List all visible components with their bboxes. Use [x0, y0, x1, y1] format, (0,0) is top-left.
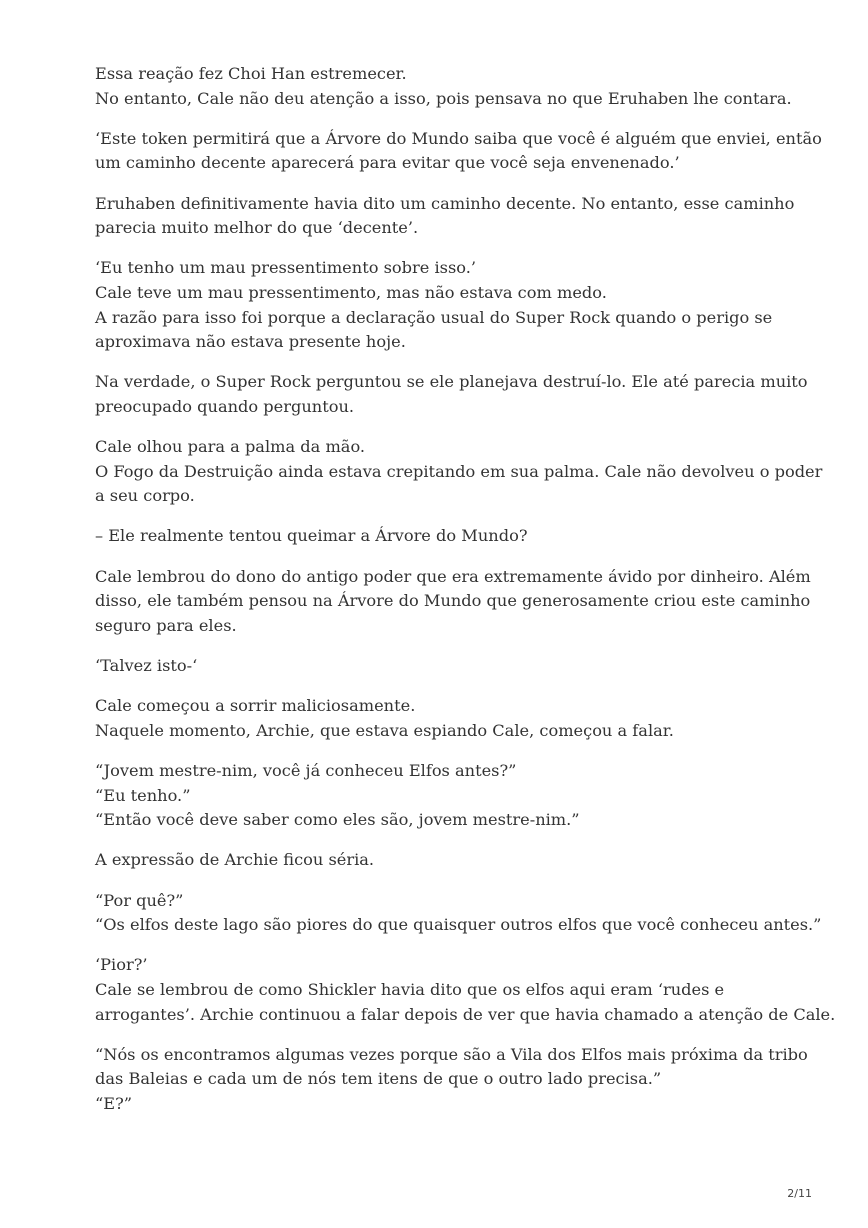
text-line: No entanto, Cale não deu atenção a isso, pois pensava no que Eruhaben lhe contara.: [95, 88, 792, 108]
text-line: “Eu tenho.”: [95, 785, 191, 805]
text-line: Cale lembrou do dono do antigo poder que era extremamente ávido por dinheiro. Além: [95, 566, 811, 586]
paragraph: [95, 759, 795, 833]
text-line: A expressão de Archie ficou séria.: [95, 850, 375, 870]
text-line: Cale se lembrou de como Shickler havia dito que os elfos aqui eram ‘rudes e: [95, 979, 725, 999]
text-line: um caminho decente aparecerá para evitar que você seja envenenado.’: [95, 153, 680, 173]
paragraph: [95, 565, 811, 639]
paragraph: [95, 435, 823, 509]
text-line: Cale começou a sorrir maliciosamente.: [95, 696, 416, 716]
text-line: ‘Pior?’: [95, 955, 148, 975]
paragraph: [95, 889, 822, 938]
paragraph: [95, 256, 795, 354]
text-line: – Ele realmente tentou queimar a Árvore do Mundo?: [95, 526, 528, 546]
text-line: das Baleias e cada um de nós tem itens de que o outro lado precisa.”: [95, 1069, 662, 1089]
text-line: arrogantes’. Archie continuou a falar depois de ver que havia chamado a atenção de Cale.: [95, 1004, 836, 1024]
paragraph: [95, 953, 836, 1027]
paragraph: [95, 62, 795, 111]
text-line: aproximava não estava presente hoje.: [95, 332, 406, 352]
paragraph: [95, 127, 822, 176]
text-line: a seu corpo.: [95, 486, 195, 506]
text-line: ‘Este token permitirá que a Árvore do Mundo saiba que você é alguém que enviei, então: [95, 128, 822, 148]
paragraph: [95, 192, 795, 241]
text-line: ‘Talvez isto-‘: [95, 656, 198, 676]
text-line: Essa reação fez Choi Han estremecer.: [95, 64, 407, 83]
text-line: ‘Eu tenho um mau pressentimento sobre isso.’: [95, 258, 477, 278]
paragraph: [95, 370, 808, 419]
paragraph: [95, 524, 795, 549]
text-line: A razão para isso foi porque a declaração usual do Super Rock quando o perigo se: [95, 307, 773, 327]
document-body: [95, 62, 836, 1132]
text-line: “E?”: [95, 1093, 133, 1113]
paragraph: [95, 654, 795, 679]
text-line: O Fogo da Destruição ainda estava crepitando em sua palma. Cale não devolveu o poder: [95, 461, 823, 481]
text-line: “Jovem mestre-nim, você já conheceu Elfos antes?”: [95, 761, 517, 780]
text-line: Na verdade, o Super Rock perguntou se ele planejava destruí-lo. Ele até parecia muito: [95, 372, 808, 392]
text-line: Cale teve um mau pressentimento, mas não estava com medo.: [95, 282, 607, 302]
text-line: Naquele momento, Archie, que estava espiando Cale, começou a falar.: [95, 720, 674, 740]
text-line: “Então você deve saber como eles são, jovem mestre-nim.”: [95, 810, 580, 830]
text-line: preocupado quando perguntou.: [95, 396, 355, 416]
text-line: “Nós os encontramos algumas vezes porque são a Vila dos Elfos mais próxima da tribo: [95, 1044, 808, 1064]
text-line: seguro para eles.: [95, 615, 237, 635]
text-line: “Os elfos deste lago são piores do que quaisquer outros elfos que você conheceu antes.”: [95, 915, 822, 935]
text-line: Eruhaben definitivamente havia dito um caminho decente. No entanto, esse caminho: [95, 193, 795, 213]
paragraph: [95, 1043, 808, 1117]
text-line: parecia muito melhor do que ‘decente’.: [95, 218, 419, 238]
page-number: 2/11: [787, 1187, 812, 1200]
text-line: disso, ele também pensou na Árvore do Mundo que generosamente criou este caminho: [95, 591, 811, 611]
paragraph: [95, 694, 795, 743]
text-line: Cale olhou para a palma da mão.: [95, 437, 366, 457]
text-line: “Por quê?”: [95, 890, 184, 910]
paragraph: [95, 848, 795, 873]
